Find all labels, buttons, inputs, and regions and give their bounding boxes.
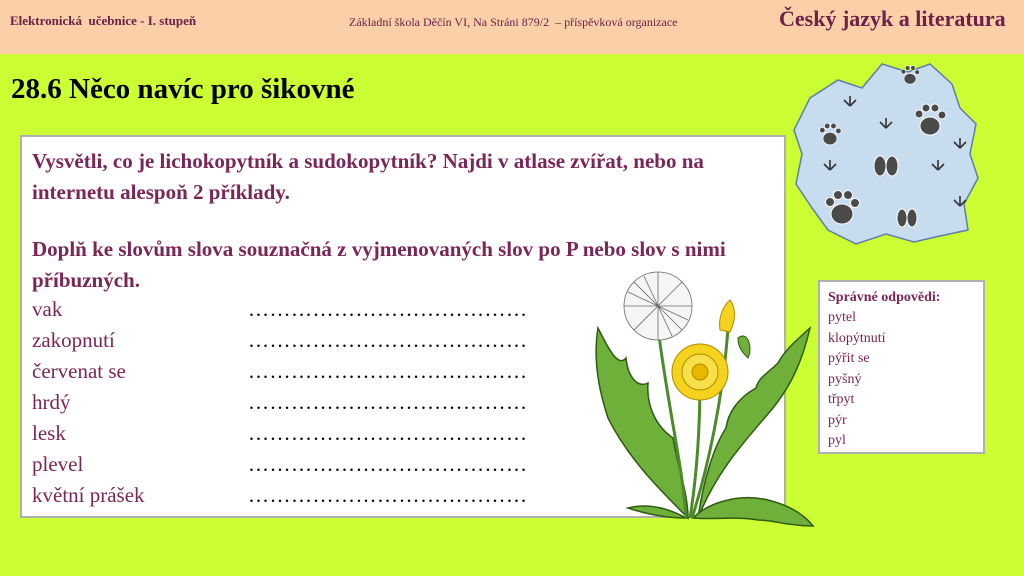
- word-label: vak: [32, 297, 63, 321]
- answer-item: pýr: [828, 412, 847, 428]
- answer-blank[interactable]: …………………………………: [248, 483, 528, 507]
- word-label: červenat se: [32, 359, 126, 383]
- page-title: 28.6 Něco navíc pro šikovné: [11, 73, 355, 105]
- word-label: plevel: [32, 452, 84, 476]
- header-subject-label: Český jazyk a literatura: [779, 6, 1006, 31]
- answers-title: Správné odpovědi:: [828, 290, 941, 305]
- answer-blank[interactable]: …………………………………: [248, 328, 528, 352]
- header-textbook-label: Elektronická učebnice - I. stupeň: [10, 13, 197, 28]
- task-synonyms: Doplň ke slovům slova souznačná z vyjmenovaných slov po P nebo slov s nimi příbuzných.: [32, 237, 726, 292]
- answer-blank[interactable]: …………………………………: [248, 421, 528, 445]
- word-label: květní prášek: [32, 483, 145, 507]
- answer-blank[interactable]: …………………………………: [248, 359, 528, 383]
- word-label: hrdý: [32, 390, 71, 414]
- dandelion-illustration: [588, 268, 820, 530]
- answer-blank[interactable]: …………………………………: [248, 390, 528, 414]
- word-label: zakopnutí: [32, 328, 115, 352]
- header-bar: [0, 0, 1024, 54]
- answers-box: [818, 280, 985, 454]
- answer-item: pytel: [828, 310, 856, 325]
- answer-item: třpyt: [828, 392, 855, 407]
- answer-blank[interactable]: …………………………………: [248, 297, 528, 321]
- answer-item: klopýtnutí: [828, 330, 886, 346]
- answer-blank[interactable]: …………………………………: [248, 452, 528, 476]
- task-lichokopytnik: Vysvětli, co je lichokopytník a sudokopytník? Najdi v atlase zvířat, nebo na internetu alespoň 2 příklady.: [32, 149, 704, 204]
- header-school-label: Základní škola Děčín VI, Na Stráni 879/2 – příspěvková organizace: [349, 15, 678, 29]
- word-label: lesk: [32, 421, 66, 445]
- answer-item: pyl: [828, 433, 846, 448]
- answer-item: pyšný: [828, 371, 862, 387]
- answer-item: pýřit se: [828, 351, 870, 366]
- paw-prints-illustration: [790, 58, 980, 248]
